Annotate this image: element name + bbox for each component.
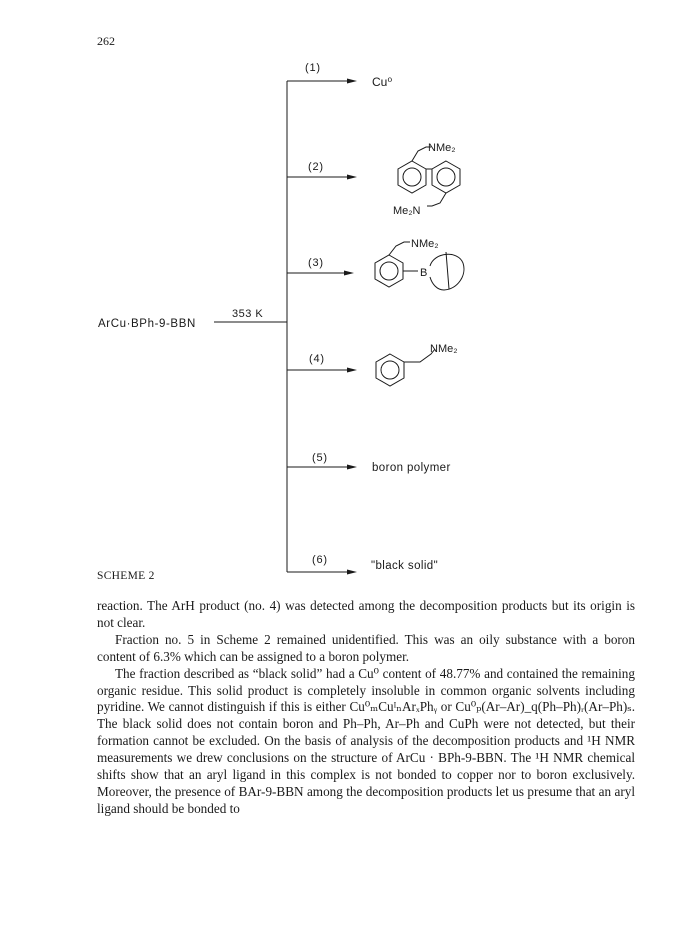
arrowhead-icon	[347, 570, 357, 575]
step-1	[287, 62, 392, 89]
condition-label: 353 K	[232, 308, 264, 320]
substituent-nme2: NMe₂	[411, 238, 439, 250]
step-5	[287, 452, 451, 474]
product-cu0: Cu⁰	[372, 75, 393, 89]
step-number: (4)	[309, 353, 325, 365]
arrowhead-icon	[347, 175, 357, 180]
step-2	[287, 142, 460, 217]
step-3	[287, 238, 464, 290]
substituent-nme2: NMe₂	[428, 142, 456, 154]
step-number: (2)	[308, 161, 324, 173]
page-number: 262	[97, 34, 115, 48]
step-number: (1)	[305, 62, 321, 74]
substituent-nme2: NMe₂	[430, 343, 458, 355]
step-6	[287, 554, 438, 575]
arrowhead-icon	[347, 79, 357, 84]
arrowhead-icon	[347, 368, 357, 373]
arene-structure	[376, 349, 435, 386]
scheme-caption: SCHEME 2	[97, 570, 155, 582]
step-number: (5)	[312, 452, 328, 464]
biphenyl-structure	[398, 147, 460, 206]
substituent-me2n: Me₂N	[393, 205, 421, 217]
step-number: (6)	[312, 554, 328, 566]
boron-atom: B	[420, 267, 428, 279]
product-black-solid: "black solid"	[371, 560, 439, 572]
paragraph-3: The fraction described as “black solid” had a Cu⁰ content of 48.77% and contained the remaining organic residue. This solid product is completely insoluble in common organic solvents including pyridine. We cannot distinguish if this is either Cu⁰ₘCuᴵₙArₓPhᵧ or Cu⁰ₚ(Ar–Ar)_q(Ph–Ph)ᵣ(Ar–Ph)ₛ. The black solid does not contain boron and Ph–Ph, Ar–Ph and CuPh were not detected, but their formation cannot be excluded. On the basis of analysis of the decomposition products and ¹H NMR measurements we drew conclusions on the structure of ArCu · BPh-9-BBN. The ¹H NMR chemical shifts show that an aryl ligand in this complex is not bonded to copper nor to boron exclusively. Moreover, the presence of BAr-9-BBN among the decomposition products let us presume that an aryl ligand should be bonded to	[97, 665, 635, 816]
product-boron-polymer: boron polymer	[372, 462, 451, 474]
step-number: (3)	[308, 257, 324, 269]
reactant-label: ArCu·BPh-9-BBN	[98, 318, 196, 330]
arrowhead-icon	[347, 465, 357, 470]
paragraph-1: reaction. The ArH product (no. 4) was detected among the decomposition products but its origin is not clear.	[97, 598, 635, 630]
step-4	[287, 343, 458, 386]
body-text	[97, 598, 635, 818]
arrowhead-icon	[344, 271, 354, 276]
paragraph-2: Fraction no. 5 in Scheme 2 remained unidentified. This was an oily substance with a boron content of 6.3% which can be assigned to a boron polymer.	[97, 631, 635, 664]
